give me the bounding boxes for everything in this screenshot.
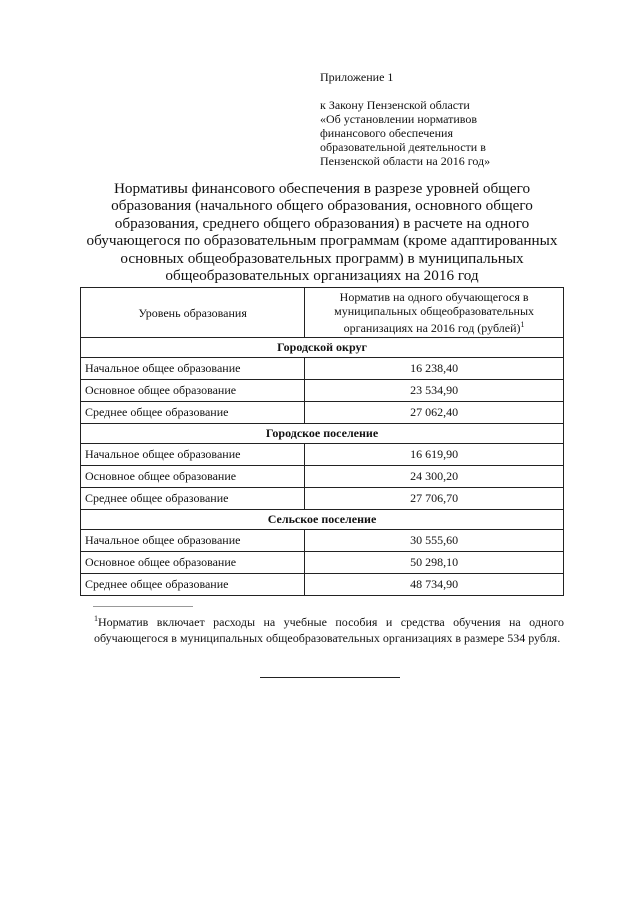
cell-value: 48 734,90 <box>305 574 564 596</box>
footnote-ref: 1 <box>520 320 525 329</box>
table-row <box>81 488 564 510</box>
header-level: Уровень образования <box>81 288 305 338</box>
footnote <box>94 611 564 646</box>
group-row <box>81 424 564 444</box>
appendix-block <box>320 70 550 168</box>
heading-line: основных общеобразовательных программ) в муниципальных <box>120 249 524 267</box>
table-row <box>81 380 564 402</box>
heading-line: образования (начального общего образования, основного общего <box>111 197 533 215</box>
appendix-line: Пензенской области на 2016 год» <box>320 154 491 168</box>
table-header-row <box>81 288 564 338</box>
heading-line: Нормативы финансового обеспечения в разрезе уровней общего <box>113 180 531 197</box>
table-row <box>81 552 564 574</box>
header-norm-line: муниципальных общеобразовательных <box>334 304 535 318</box>
group-title: Сельское поселение <box>81 510 564 530</box>
header-norm-line: Норматив на одного обучающегося в <box>339 290 529 304</box>
footnote-separator <box>93 606 193 607</box>
norms-table <box>80 287 564 596</box>
cell-value: 30 555,60 <box>305 530 564 552</box>
cell-level: Основное общее образование <box>81 466 305 488</box>
cell-value: 16 238,40 <box>305 358 564 380</box>
heading-line: общеобразовательных организациях на 2016 год <box>165 267 479 285</box>
cell-level: Начальное общее образование <box>81 444 305 466</box>
appendix-line: финансового обеспечения <box>320 126 453 140</box>
group-row <box>81 510 564 530</box>
heading-line: образования, среднего общего образования) в расчете на одного <box>114 214 530 232</box>
cell-value: 50 298,10 <box>305 552 564 574</box>
group-row <box>81 338 564 358</box>
cell-level: Среднее общее образование <box>81 574 305 596</box>
header-norm <box>305 288 564 338</box>
cell-value: 27 706,70 <box>305 488 564 510</box>
cell-level: Начальное общее образование <box>81 530 305 552</box>
appendix-line: «Об установлении нормативов <box>320 112 478 126</box>
header-norm-line: организациях на 2016 год (рублей) <box>343 321 521 335</box>
cell-level: Основное общее образование <box>81 552 305 574</box>
group-title: Городской округ <box>81 338 564 358</box>
group-title: Городское поселение <box>81 424 564 444</box>
cell-level: Среднее общее образование <box>81 488 305 510</box>
heading-line: обучающегося по образовательным программам (кроме адаптированных <box>86 232 558 250</box>
table-row <box>81 358 564 380</box>
cell-value: 27 062,40 <box>305 402 564 424</box>
cell-value: 24 300,20 <box>305 466 564 488</box>
table-row <box>81 574 564 596</box>
end-separator <box>260 677 400 678</box>
table-row <box>81 466 564 488</box>
document-heading <box>80 180 564 284</box>
table-row <box>81 444 564 466</box>
cell-level: Начальное общее образование <box>81 358 305 380</box>
footnote-text: Норматив включает расходы на учебные пособия и средства обучения на одного обучающегося в муниципальных общеобразовательных организациях в размере 534 рубля. <box>94 615 564 645</box>
footnote-marker: 1 <box>94 614 98 623</box>
appendix-line: образовательной деятельности в <box>320 140 486 154</box>
cell-value: 23 534,90 <box>305 380 564 402</box>
table-row <box>81 402 564 424</box>
cell-value: 16 619,90 <box>305 444 564 466</box>
cell-level: Основное общее образование <box>81 380 305 402</box>
table-row <box>81 530 564 552</box>
appendix-title: Приложение 1 <box>320 70 394 84</box>
appendix-line: к Закону Пензенской области <box>320 98 470 112</box>
cell-level: Среднее общее образование <box>81 402 305 424</box>
